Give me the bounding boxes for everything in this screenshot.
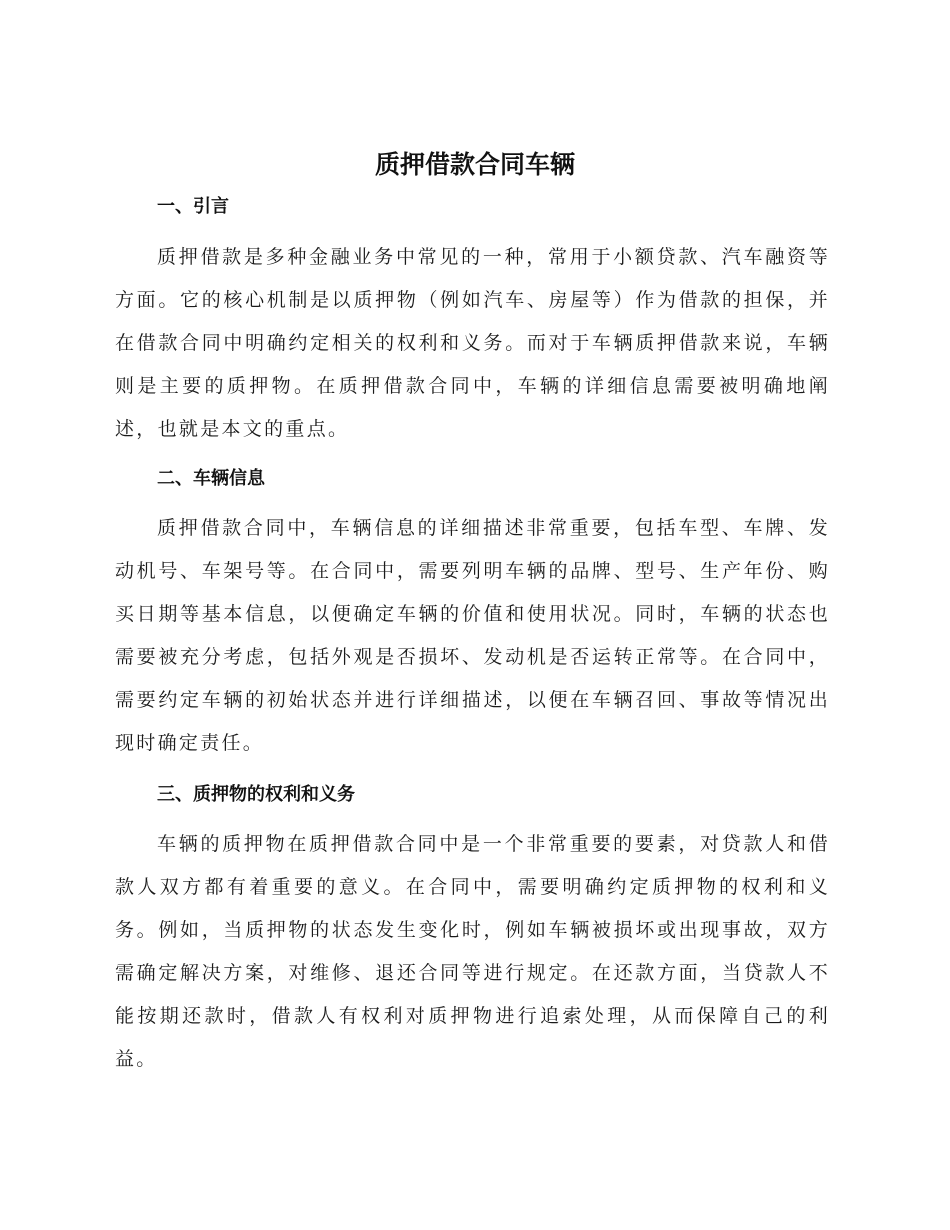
section-introduction <box>115 194 830 451</box>
section-paragraph: 质押借款是多种金融业务中常见的一种，常用于小额贷款、汽车融资等方面。它的核心机制是以质押物（例如汽车、房屋等）作为借款的担保，并在借款合同中明确约定相关的权利和义务。而对于车辆质押借款来说，车辆则是主要的质押物。在质押借款合同中，车辆的详细信息需要被明确地阐述，也就是本文的重点。 <box>115 246 830 440</box>
section-vehicle-info <box>115 466 830 765</box>
section-heading: 二、车辆信息 <box>157 468 265 489</box>
section-paragraph: 质押借款合同中，车辆信息的详细描述非常重要，包括车型、车牌、发动机号、车架号等。在合同中，需要列明车辆的品牌、型号、生产年份、购买日期等基本信息，以便确定车辆的价值和使用状况。同时，车辆的状态也需要被充分考虑，包括外观是否损坏、发动机是否运转正常等。在合同中，需要约定车辆的初始状态并进行详细描述，以便在车辆召回、事故等情况出现时确定责任。 <box>115 517 830 754</box>
document-title: 质押借款合同车辆 <box>374 150 575 179</box>
section-collateral-rights <box>115 782 830 1081</box>
section-paragraph: 车辆的质押物在质押借款合同中是一个非常重要的要素，对贷款人和借款人双方都有着重要的意义。在合同中，需要明确约定质押物的权利和义务。例如，当质押物的状态发生变化时，例如车辆被损坏或出现事故，双方需确定解决方案，对维修、退还合同等进行规定。在还款方面，当贷款人不能按期还款时，借款人有权利对质押物进行追索处理，从而保障自己的利益。 <box>115 833 830 1070</box>
section-heading: 三、质押物的权利和义务 <box>157 784 355 805</box>
section-heading: 一、引言 <box>157 196 229 217</box>
